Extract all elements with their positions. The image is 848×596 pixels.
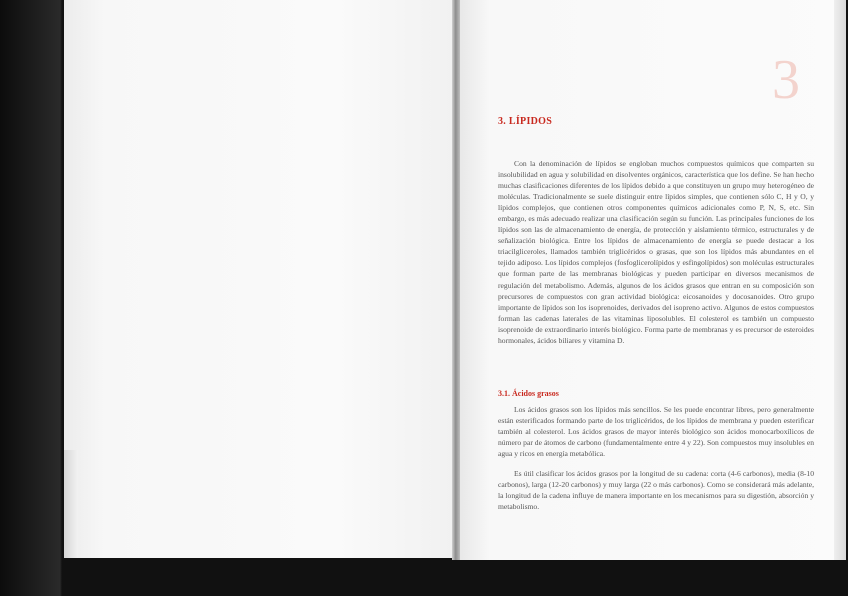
left-page-blank: [64, 0, 452, 558]
right-page-edge: [834, 0, 846, 560]
book-gutter: [452, 0, 460, 560]
section-text-2: [498, 468, 814, 512]
intro-text: [498, 158, 814, 346]
section-paragraph-1: Los ácidos grasos son los lípidos más sencillos. Se les puede encontrar libres, pero generalmente están esterificados formando parte de los triglicéridos, de los lípidos de membrana y pueden esterificar también al colesterol. Los ácidos grasos de mayor interés biológico son ácidos monocarboxílicos de número par de átomos de carbono (fundamentalmente entre 4 y 22). Son compuestos muy insolubles en agua y ricos en energía metabólica.: [498, 405, 814, 459]
left-page-edge: [64, 450, 78, 558]
chapter-number: 3: [772, 49, 800, 111]
chapter-title: 3. LÍPIDOS: [498, 116, 553, 127]
intro-paragraph: Con la denominación de lípidos se engloban muchos compuestos químicos que comparten su insolubilidad en agua y solubilidad en disolventes orgánicos, característica que los define. Se han hecho muchas clasificaciones diferentes de los lípidos debido a que constituyen un grupo muy heterogéneo de moléculas. Tradicionalmente se suele distinguir entre lípidos simples, que contienen sólo C, H y O, y lípidos complejos, que contienen otros componentes químicos adicionales como P, N, S, etc. Sin embargo, es más adecuado realizar una clasificación según su función. Las principales funciones de los lípidos son las de almacenamiento de energía, de protección y aislamiento térmico, estructurales y de señalización biológica. Entre los lípidos de almacenamiento de energía se puede destacar a los triacilgliceroles, llamados también triglicéridos o grasas, que son los lípidos más abundantes en el tejido adiposo. Los lípidos complejos (fosfoglicerolípidos y esfingolípidos) son moléculas estructurales que forman parte de las membranas biológicas y pueden participar en diversos mecanismos de regulación del metabolismo. Además, algunos de los ácidos grasos que entran en su composición son precursores de compuestos con gran actividad biológica: eicosanoides y docosanoides. Otro grupo importante de lípidos son los isoprenoides, derivados del isopreno activo. Algunos de estos compuestos forman las cadenas laterales de las vitaminas liposolubles. El colesterol es también un compuesto isoprenoide de extraordinario interés biológico. Forma parte de membranas y es precursor de esteroides hormonales, ácidos biliares y vitamina D.: [498, 159, 814, 345]
section-title: 3.1. Ácidos grasos: [498, 389, 559, 398]
section-paragraph-2: Es útil clasificar los ácidos grasos por la longitud de su cadena: corta (4-6 carbonos), media (8-10 carbonos), larga (12-20 carbonos) y muy larga (22 o más carbonos). Como se considerará más adelante, la longitud de la cadena influye de manera importante en los mecanismos para su digestión, absorción y metabolismo.: [498, 469, 814, 512]
section-text: [498, 404, 814, 459]
